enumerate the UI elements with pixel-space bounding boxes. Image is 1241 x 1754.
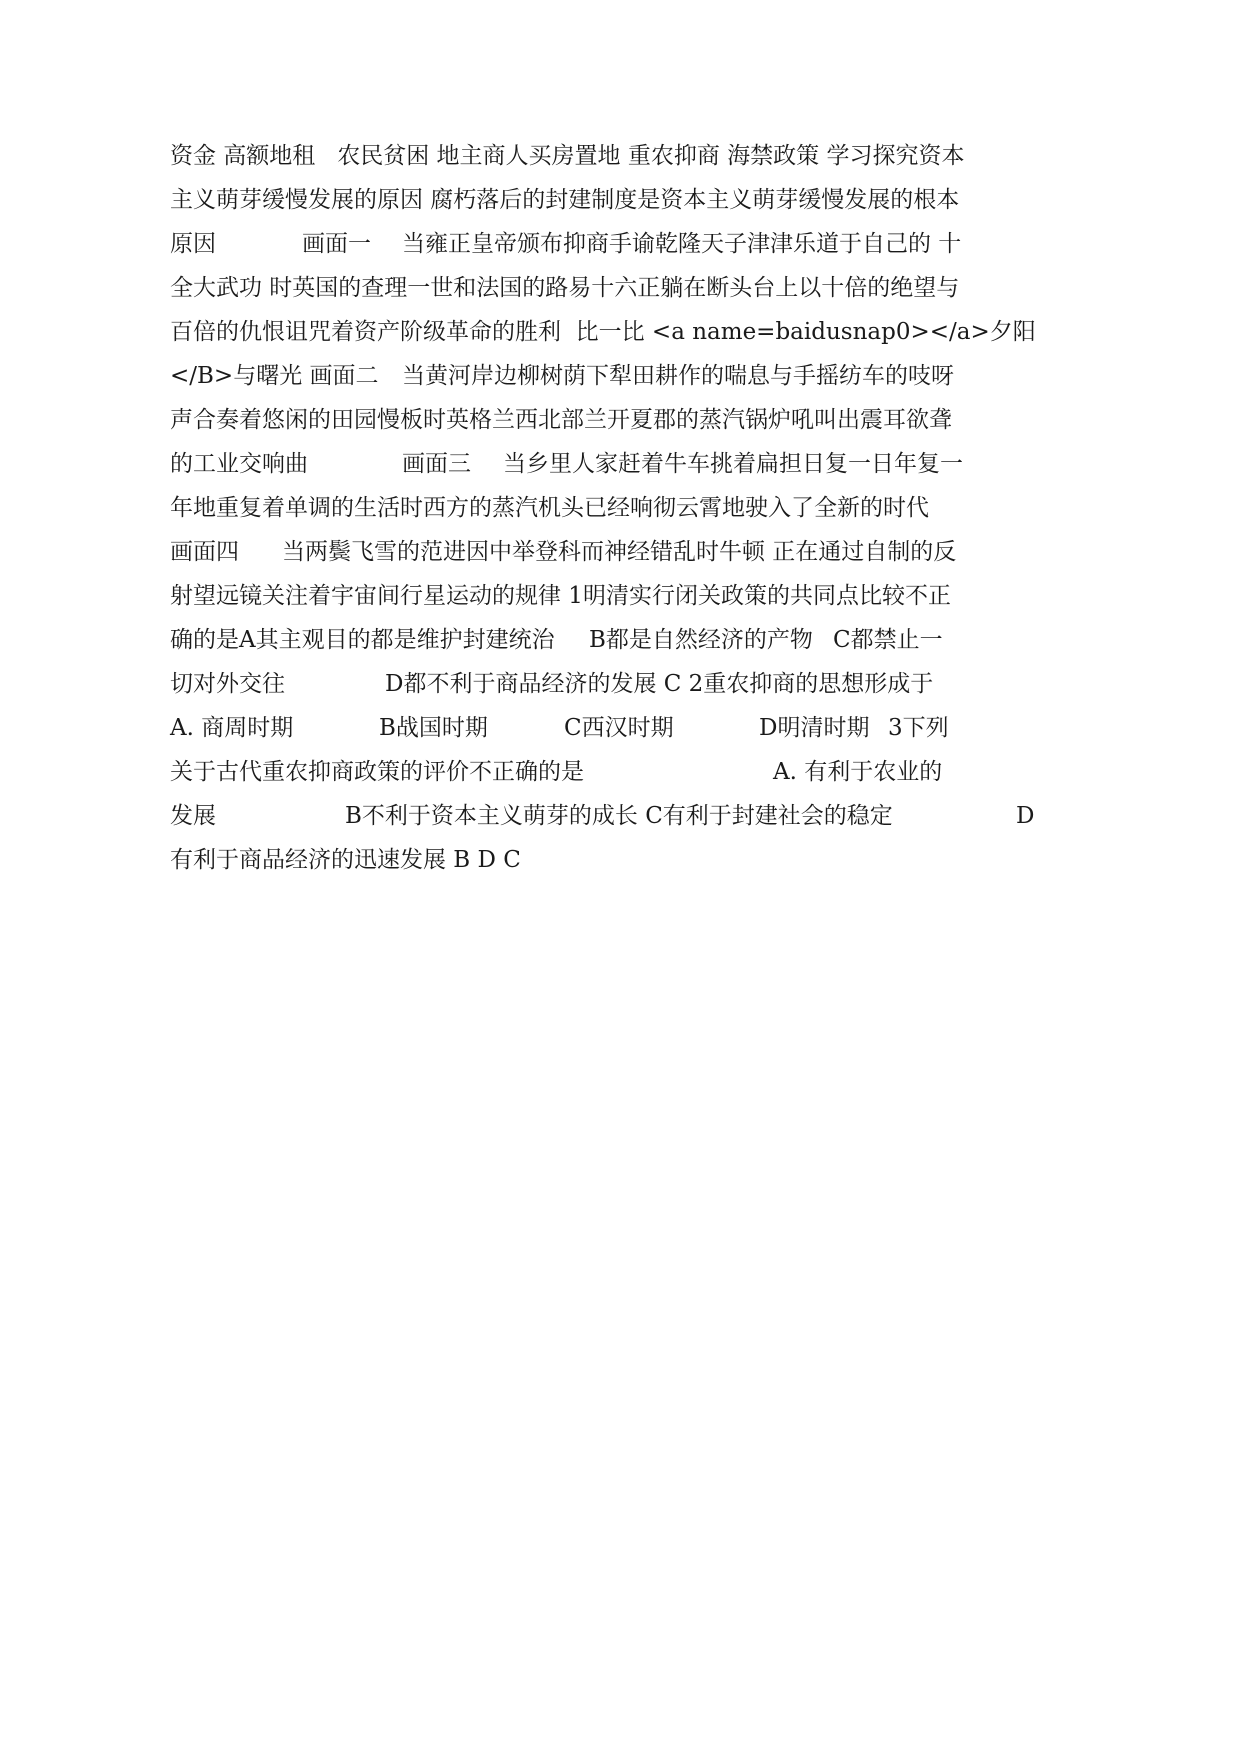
text-segment: 确的是A其主观目的都是维护封建统治 [170, 627, 555, 653]
text-segment: 画面四 [170, 539, 239, 565]
text-segment: A. 商周时期 [170, 715, 294, 741]
text-segment: 主义萌芽缓慢发展的原因 腐朽落后的封建制度是资本主义萌芽缓慢发展的根本 [170, 187, 960, 213]
text-segment: 原因 [170, 231, 216, 257]
text-line [0, 310, 1241, 354]
text-segment: D都不利于商品经济的发展 C 2重农抑商的思想形成于 [385, 671, 934, 697]
text-segment: 年地重复着单调的生活时西方的蒸汽机头已经响彻云霄地驶入了全新的时代 [170, 495, 929, 521]
text-segment: 当雍正皇帝颁布抑商手谕乾隆天子津津乐道于自己的 十 [402, 231, 962, 257]
text-segment: D [1016, 803, 1035, 829]
text-segment: 关于古代重农抑商政策的评价不正确的是 [170, 759, 584, 785]
text-segment: 发展 [170, 803, 216, 829]
text-line [0, 662, 1241, 706]
text-line [0, 442, 1241, 486]
text-segment: A. 有利于农业的 [773, 759, 943, 785]
text-line [0, 794, 1241, 838]
text-segment: C西汉时期 [564, 715, 674, 741]
text-segment: 画面三 [402, 451, 471, 477]
text-line [0, 354, 1241, 398]
text-line [0, 134, 1241, 178]
text-line [0, 706, 1241, 750]
text-line [0, 750, 1241, 794]
text-line [0, 222, 1241, 266]
text-segment: 3下列 [888, 715, 949, 741]
text-segment: B都是自然经济的产物 [589, 627, 813, 653]
text-segment: 百倍的仇恨诅咒着资产阶级革命的胜利 比一比 <a name=baidusnap0></a>夕阳 [170, 319, 1036, 345]
text-line [0, 486, 1241, 530]
text-segment: B战国时期 [379, 715, 488, 741]
text-segment: 的工业交响曲 [170, 451, 308, 477]
text-segment: 射望远镜关注着宇宙间行星运动的规律 1明清实行闭关政策的共同点比较不正 [170, 583, 951, 609]
text-line [0, 618, 1241, 662]
text-line [0, 574, 1241, 618]
text-segment: 切对外交往 [170, 671, 285, 697]
text-segment: 画面一 [302, 231, 371, 257]
text-line [0, 178, 1241, 222]
text-segment: 当黄河岸边柳树荫下犁田耕作的喘息与手摇纺车的吱呀 [402, 363, 954, 389]
text-segment: 有利于商品经济的迅速发展 B D C [170, 847, 521, 873]
text-segment: </B>与曙光 画面二 [170, 363, 379, 389]
text-segment: 资金 高额地租 农民贫困 地主商人买房置地 重农抑商 海禁政策 学习探究资本 [170, 143, 965, 169]
text-line [0, 398, 1241, 442]
text-line [0, 266, 1241, 310]
text-line [0, 838, 1241, 882]
text-segment: B不利于资本主义萌芽的成长 C有利于封建社会的稳定 [345, 803, 893, 829]
text-segment: D明清时期 [759, 715, 870, 741]
text-line [0, 530, 1241, 574]
text-segment: 全大武功 时英国的查理一世和法国的路易十六正躺在断头台上以十倍的绝望与 [170, 275, 960, 301]
text-segment: C都禁止一 [833, 627, 943, 653]
text-segment: 当两鬓飞雪的范进因中举登科而神经错乱时牛顿 正在通过自制的反 [282, 539, 957, 565]
text-segment: 声合奏着悠闲的田园慢板时英格兰西北部兰开夏郡的蒸汽锅炉吼叫出震耳欲聋 [170, 407, 952, 433]
text-segment: 当乡里人家赶着牛车挑着扁担日复一日年复一 [503, 451, 963, 477]
